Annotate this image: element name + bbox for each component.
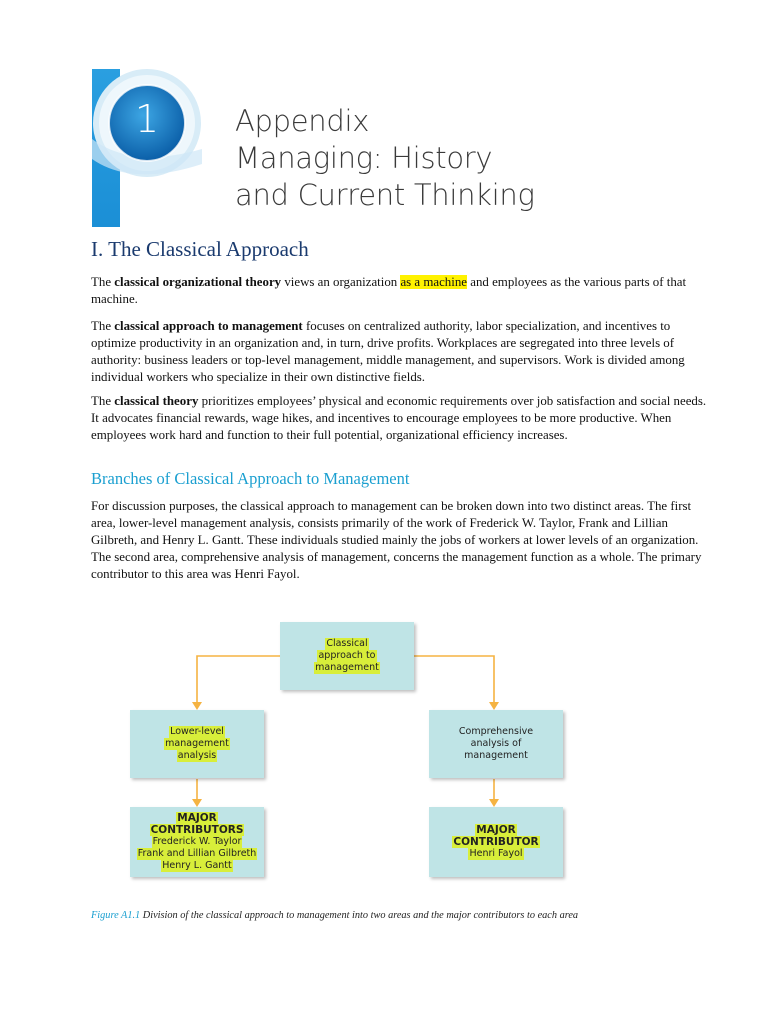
text: The xyxy=(91,319,115,333)
text: The xyxy=(91,394,115,408)
paragraph-classical-approach xyxy=(91,318,711,386)
chapter-title-line: and Current Thinking xyxy=(235,178,535,212)
text: and employees as the various parts of that machine. xyxy=(91,275,687,306)
chapter-title-line: Managing: History xyxy=(235,141,493,175)
box-text: analysis of xyxy=(470,738,522,749)
text: prioritizes employees’ physical and economic requirements over job satisfaction and social needs. It advocates financial rewards, wage hikes, and incentives to encourage employees to be more productive. When employees work hard and function to their full potential, organizational efficiency increases. xyxy=(91,394,707,442)
box-text: Comprehensive xyxy=(458,726,534,737)
paragraph-classical-theory xyxy=(91,393,711,444)
text: focuses on centralized authority, labor specialization, and incentives to optimize productivity in an organization and, in turn, drive profits. Workplaces are segregated into three levels of authority: business leaders or top-level management, middle management, and supervisors. Work is divided among individual workers who specialize in their own distinctive fields. xyxy=(91,319,685,384)
contrib-heading: CONTRIBUTOR xyxy=(453,836,539,848)
box-major-contributor xyxy=(429,807,563,877)
box-lower-level-analysis xyxy=(130,710,264,778)
chapter-badge xyxy=(92,69,212,227)
connector-left xyxy=(197,656,280,704)
contrib-heading: MAJOR xyxy=(476,824,516,836)
figure-diagram xyxy=(120,612,580,887)
box-comprehensive-analysis xyxy=(429,710,563,778)
arrow-head-left-down xyxy=(192,799,202,807)
contributor-name: Frederick W. Taylor xyxy=(152,836,242,847)
contributor-name: Henry L. Gantt xyxy=(162,860,232,871)
arrow-head-left xyxy=(192,702,202,710)
chapter-number: 1 xyxy=(134,97,160,141)
box-text: management xyxy=(315,662,379,673)
connector-right xyxy=(414,656,494,704)
arrow-head-right-down xyxy=(489,799,499,807)
paragraph-branches: For discussion purposes, the classical approach to management can be broken down into two distinct areas. The first area, lower-level management analysis, consists primarily of the work of Frederick W. Taylor, Frank and Lillian Gilbreth, and Henry L. Gantt. These individuals studied mainly the jobs of workers at lower levels of an organization. The second area, comprehensive analysis of management, concerns the management function as a whole. The primary contributor to this area was Henri Fayol. xyxy=(91,499,702,581)
bold-term: classical approach to management xyxy=(114,319,303,333)
box-text: management xyxy=(165,738,229,749)
chapter-title-line: Appendix xyxy=(235,104,370,138)
arrow-head-right xyxy=(489,702,499,710)
bold-term: classical organizational theory xyxy=(114,275,282,289)
contributor-name: Henri Fayol xyxy=(469,848,523,859)
box-text: Lower-level xyxy=(170,726,224,737)
contrib-heading: CONTRIBUTORS xyxy=(150,824,244,836)
box-classical-approach xyxy=(280,622,414,690)
box-major-contributors xyxy=(130,807,264,877)
box-text: Classical xyxy=(326,638,368,649)
highlighted-text: as a machine xyxy=(400,275,468,289)
figure-caption xyxy=(91,910,578,921)
contrib-heading: MAJOR xyxy=(177,812,217,824)
paragraph-classical-organizational-theory xyxy=(91,274,711,308)
bold-term: classical theory xyxy=(114,394,199,408)
contributor-name: Frank and Lillian Gilbreth xyxy=(137,848,257,859)
text: The xyxy=(91,275,115,289)
chapter-title xyxy=(235,103,535,214)
box-text: approach to xyxy=(318,650,376,661)
section-heading: I. The Classical Approach xyxy=(91,237,309,261)
caption-text: Division of the classical approach to management into two areas and the major contributors to each area xyxy=(140,910,579,921)
box-text: analysis xyxy=(177,750,217,761)
text: views an organization xyxy=(281,275,401,289)
figure-label: Figure A1.1 xyxy=(91,910,141,921)
subsection-heading: Branches of Classical Approach to Management xyxy=(91,469,410,488)
box-text: management xyxy=(464,750,528,761)
